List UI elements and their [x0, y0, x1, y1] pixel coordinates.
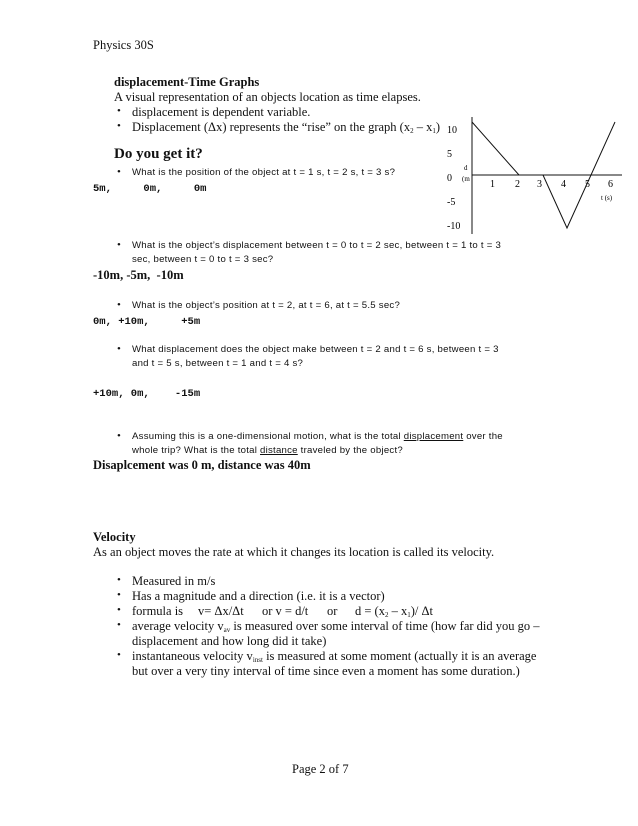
- velocity-title: Velocity: [93, 530, 136, 544]
- bullet-dot: •: [117, 343, 121, 355]
- bullet-dot: •: [117, 649, 121, 661]
- y-axis-label: d: [464, 164, 468, 172]
- answer-2: -10m, -5m, -10m: [93, 268, 184, 282]
- question-2-line-1: What is the object’s displacement between t = 0 to t = 2 sec, between t = 1 to t = 3: [132, 240, 502, 251]
- answer-1: 5m, 0m, 0m: [93, 183, 207, 195]
- question-5-line-1: Assuming this is a one-dimensional motion, what is the total displacement over the: [132, 431, 503, 442]
- velocity-formula-2: or v = d/t: [262, 604, 309, 618]
- x-tick-label: 5: [585, 179, 590, 190]
- velocity-intro: As an object moves the rate at which it changes its location is called its velocity.: [93, 545, 495, 559]
- question-3: What is the object’s position at t = 2, at t = 6, at t = 5.5 sec?: [132, 300, 401, 311]
- question-5-line-2: whole trip? What is the total distance traveled by the object?: [132, 445, 403, 456]
- bullet-dot: •: [117, 120, 121, 132]
- bullet-dot: •: [117, 604, 121, 616]
- bullet-dot: •: [117, 574, 121, 586]
- velocity-bullet-units: Measured in m/s: [132, 574, 216, 588]
- bullet-dot: •: [117, 430, 121, 442]
- displacement-time-graph: [440, 112, 630, 240]
- answer-3: 0m, +10m, +5m: [93, 316, 201, 328]
- velocity-bullet-average-line-2: displacement and how long did it take): [132, 634, 327, 648]
- bullet-dot: •: [117, 619, 121, 631]
- velocity-bullet-instant-line-2: but over a very tiny interval of time since even a moment has some duration.): [132, 664, 520, 678]
- x-tick-label: 4: [561, 179, 566, 190]
- x-tick-label: 3: [537, 179, 542, 190]
- velocity-bullet-formula-label: formula is: [132, 604, 184, 618]
- bullet-dot: •: [117, 299, 121, 311]
- bullet-dot: •: [117, 166, 121, 178]
- x-axis-label: t (s): [601, 194, 613, 202]
- bullet-dependent-variable: displacement is dependent variable.: [132, 105, 311, 119]
- question-2-line-2: sec, between t = 0 to t = 3 sec?: [132, 254, 274, 265]
- velocity-bullet-instant-line-1: instantaneous velocity $v_{inst}$ is measured at some moment (actually it is an average: [132, 649, 537, 664]
- velocity-bullet-average-line-1: average velocity $v_{av}$ is measured over some interval of time (how far did you go –: [132, 619, 540, 634]
- x-tick-label: 1: [490, 179, 495, 190]
- page-header: Physics 30S: [93, 38, 154, 52]
- y-tick-label: 5: [447, 149, 452, 160]
- bullet-dot: •: [117, 589, 121, 601]
- y-tick-label: -5: [447, 197, 456, 208]
- y-tick-label: -10: [447, 221, 461, 232]
- section-intro: A visual representation of an objects location as time elapses.: [114, 90, 421, 104]
- velocity-formula-1: v= Δx/Δt: [198, 604, 244, 618]
- bullet-dot: •: [117, 239, 121, 251]
- velocity-formula-3: $d = (x_2 - x_1)/$ Δt: [355, 604, 433, 619]
- question-4-line-2: and t = 5 s, between t = 1 and t = 4 s?: [132, 358, 304, 369]
- velocity-formula-or: or: [327, 604, 338, 618]
- page-number: Page 2 of 7: [292, 762, 349, 776]
- bullet-dot: •: [117, 105, 121, 117]
- bullet-displacement-rise: Displacement (Δx) represents the “rise” on the graph $(x_2 - x_1)$: [132, 120, 441, 135]
- section-title: displacement-Time Graphs: [114, 75, 260, 89]
- y-tick-label: 10: [447, 125, 457, 136]
- answer-5: Disaplcement was 0 m, distance was 40m: [93, 458, 311, 472]
- velocity-bullet-vector: Has a magnitude and a direction (i.e. it is a vector): [132, 589, 385, 603]
- x-tick-label: 6: [608, 179, 613, 190]
- x-tick-label: 2: [515, 179, 520, 190]
- y-axis-unit: (m: [462, 175, 470, 183]
- quiz-heading: Do you get it?: [114, 146, 203, 162]
- question-1: What is the position of the object at t = 1 s, t = 2 s, t = 3 s?: [132, 167, 396, 178]
- question-4-line-1: What displacement does the object make between t = 2 and t = 6 s, between t = 3: [132, 344, 499, 355]
- answer-4: +10m, 0m, -15m: [93, 388, 201, 400]
- y-tick-label: 0: [447, 173, 452, 184]
